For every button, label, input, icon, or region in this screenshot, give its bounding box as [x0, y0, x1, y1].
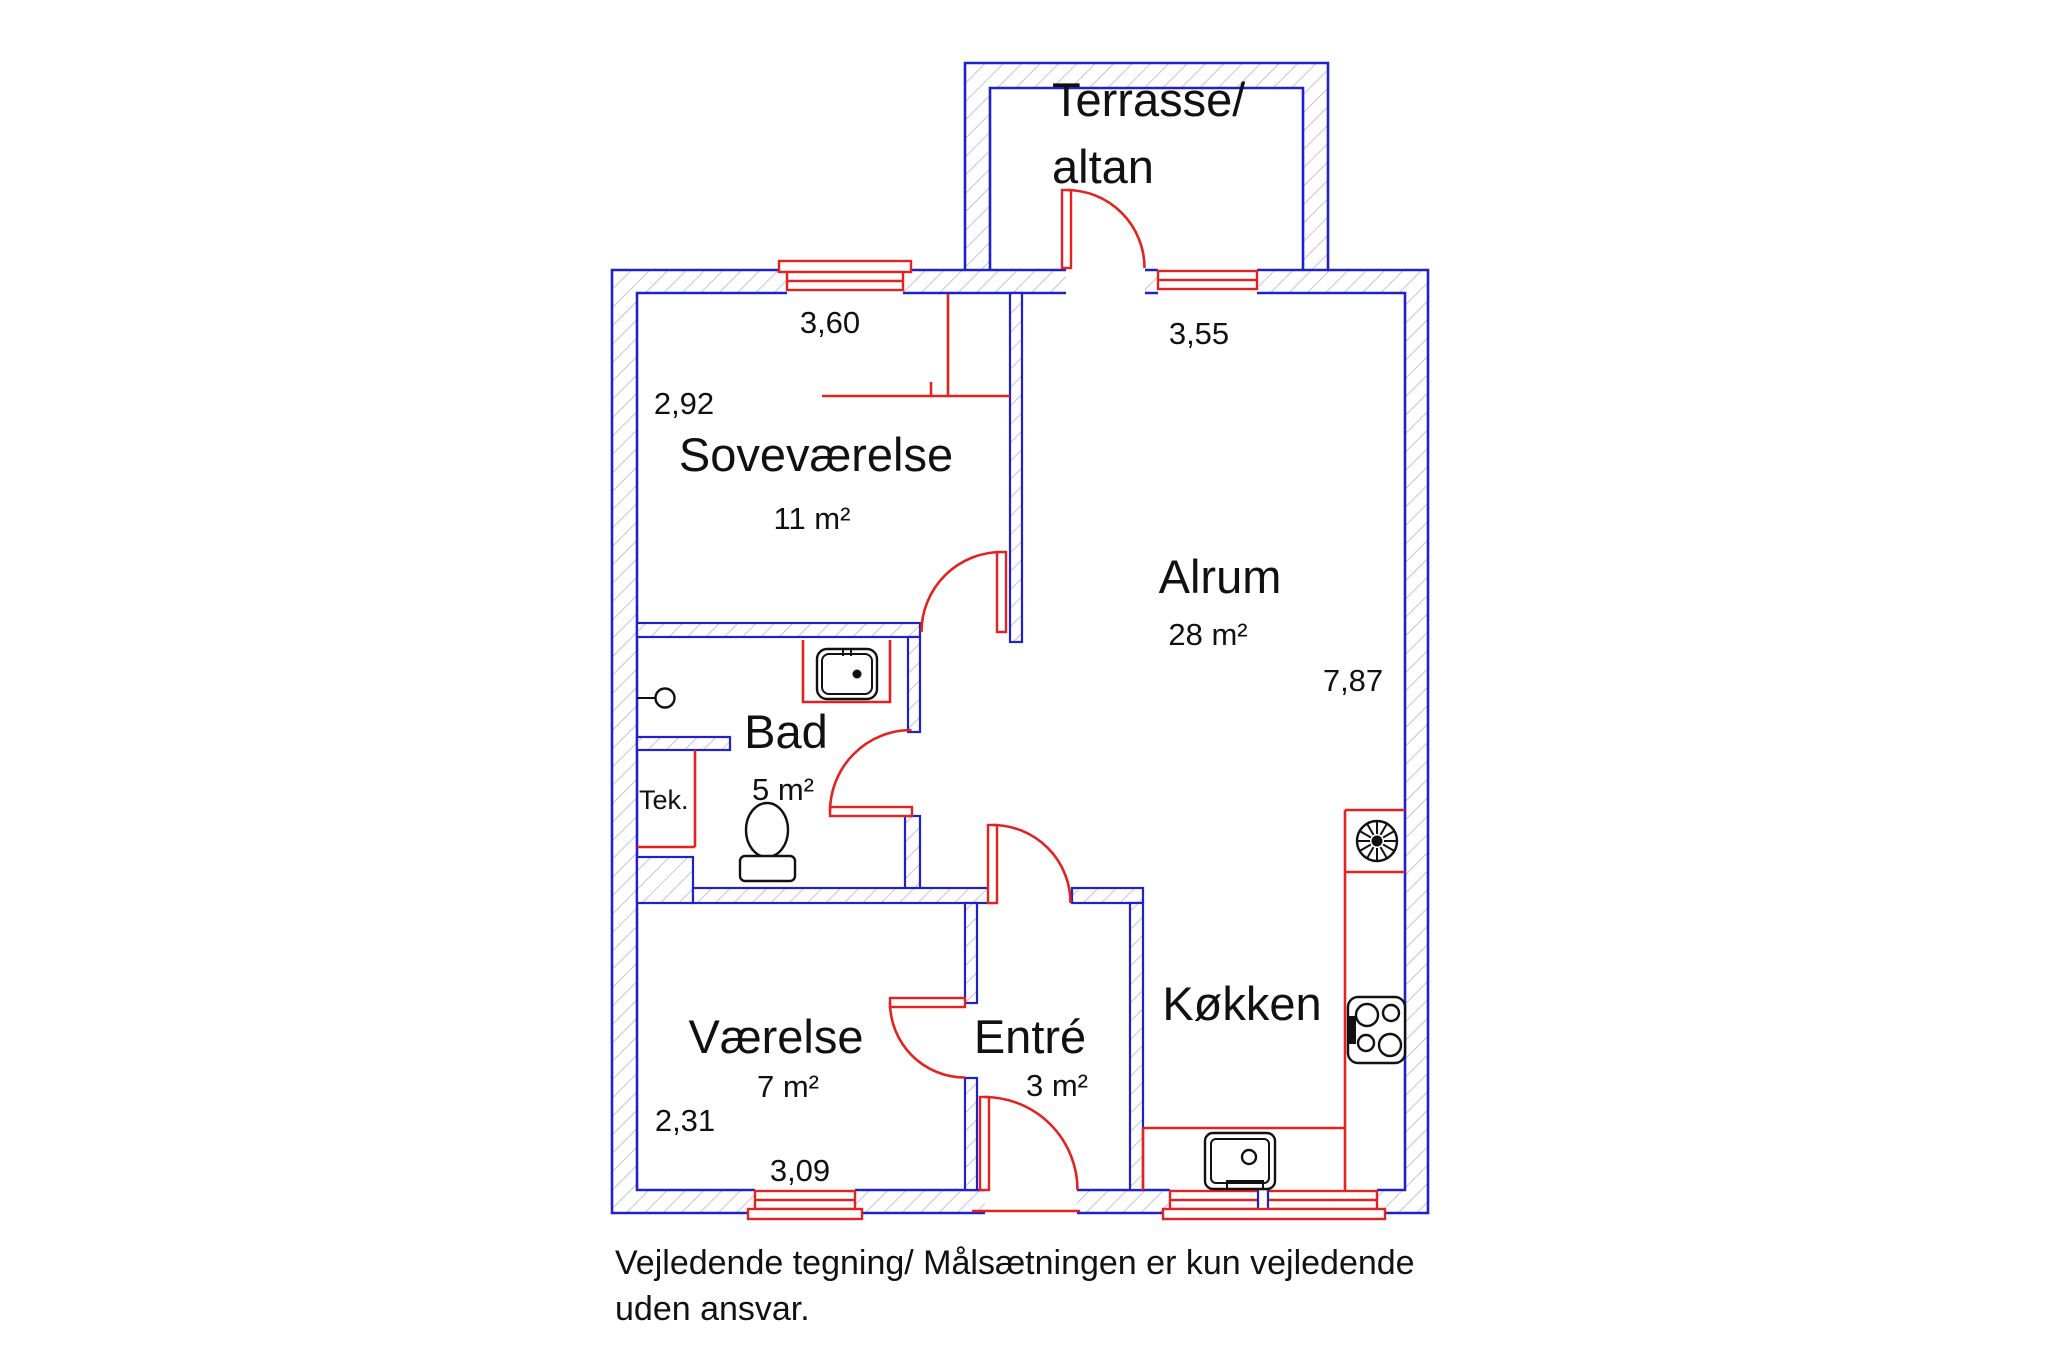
wall-entry-north-right: [1072, 888, 1143, 903]
kitchen-sink-icon: [1205, 1133, 1275, 1189]
room-label-terrace-line1: Terrasse/: [1052, 73, 1246, 126]
kitchen-window-mullion: [1258, 1189, 1268, 1211]
area-label-room2: 7 m²: [757, 1069, 819, 1104]
disclaimer-line1: Vejledende tegning/ Målsætningen er kun vejledende: [615, 1244, 1415, 1282]
room2-window-sill: [748, 1209, 862, 1219]
bath-door-arc: [830, 730, 912, 812]
front-door-arc: [985, 1097, 1078, 1190]
area-label-living: 28 m²: [1168, 617, 1248, 652]
area-label-bedroom: 11 m²: [773, 501, 851, 536]
kitchen-window-sill: [1163, 1209, 1385, 1219]
wall-bath-hall-upper: [908, 637, 920, 732]
dimension-living-depth: 7,87: [1322, 663, 1384, 698]
area-label-entry: 3 m²: [1026, 1068, 1088, 1103]
wall-room2-entry-upper: [965, 903, 977, 1003]
room-label-tech: Tek.: [639, 785, 689, 815]
room2-door-arc: [890, 1003, 965, 1078]
room-label-terrace-line2: altan: [1052, 140, 1154, 193]
wall-room2-north: [693, 888, 993, 903]
extractor-fan-icon: [1357, 821, 1397, 861]
bedroom-window-sill: [779, 261, 911, 272]
opening-entry-door: [985, 1186, 1077, 1217]
front-door-leaf: [980, 1097, 989, 1190]
opening-terrace-door: [1066, 266, 1145, 297]
area-label-bath: 5 m²: [752, 772, 814, 807]
wall-bath-room2-left: [637, 857, 693, 903]
dimension-living-width: 3,55: [1168, 316, 1230, 351]
room2-door-leaf: [890, 998, 965, 1007]
room-label-entry: Entré: [973, 1010, 1087, 1063]
dimension-bedroom-depth: 2,92: [653, 386, 715, 421]
dimension-bedroom-width: 3,60: [799, 305, 861, 340]
room-label-living: Alrum: [1158, 550, 1282, 603]
disclaimer-line2: uden ansvar.: [615, 1290, 810, 1328]
terrace-door-leaf: [1062, 190, 1071, 268]
wall-bedroom-south: [637, 623, 920, 637]
wall-tech-north: [637, 737, 730, 750]
wall-entry-kitchen: [1130, 903, 1143, 1190]
room-label-bath: Bad: [744, 705, 828, 758]
labels: [615, 73, 1415, 1328]
dimension-room2-depth: 2,31: [654, 1103, 716, 1138]
room-label-kitchen: Køkken: [1162, 977, 1322, 1030]
shower-tap-icon: [637, 689, 675, 708]
toilet-icon: [740, 803, 795, 881]
room-label-room2: Værelse: [688, 1010, 864, 1063]
entry-living-door-arc: [993, 825, 1071, 903]
bedroom-door-arc: [922, 552, 1002, 632]
entry-living-door-leaf: [988, 825, 997, 903]
bath-door-leaf: [830, 807, 912, 816]
wall-bedroom-living: [1010, 293, 1022, 642]
dimension-room2-width: 3,09: [769, 1153, 831, 1188]
wall-room2-entry-lower: [965, 1078, 977, 1190]
bedroom-door-leaf: [997, 552, 1006, 632]
terrace-door-arc: [1067, 190, 1145, 268]
washbasin-icon: [817, 648, 877, 699]
room-label-bedroom: Soveværelse: [678, 428, 954, 481]
wall-bath-hall-lower: [905, 816, 920, 890]
stove-icon: [1348, 997, 1405, 1063]
